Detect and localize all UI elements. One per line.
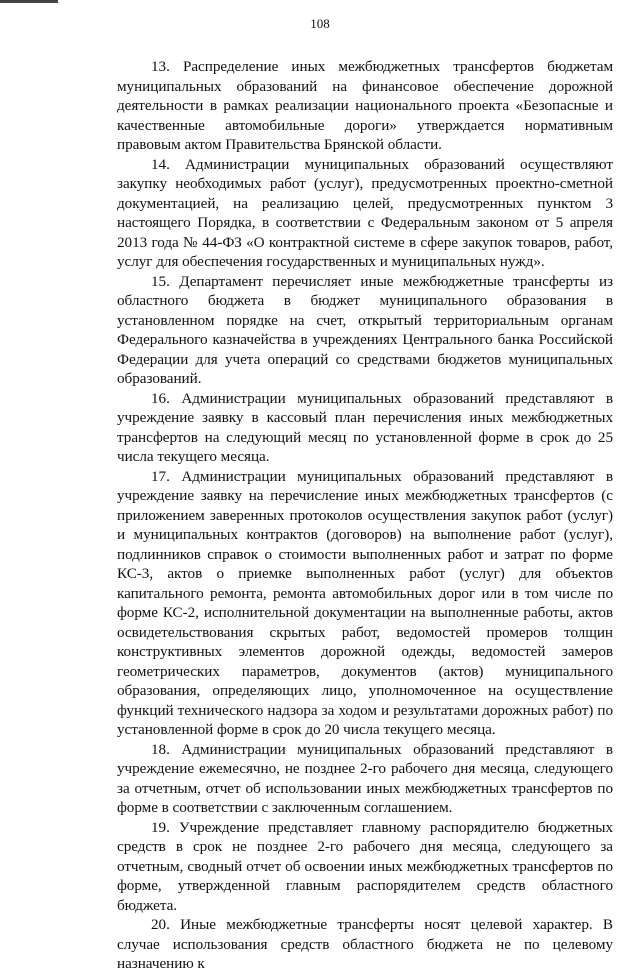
paragraph-19: 19. Учреждение представляет главному распорядителю бюджетных средств в срок не позднее 2-го рабочего дня месяца, следующего за отчетным, сводный отчет об освоении иных межбюджетных трансфертов по форме, утвержденной главным распорядителем средств областного бюджета.	[117, 818, 613, 914]
paragraph-20: 20. Иные межбюджетные трансферты носят целевой характер. В случае использования средств областного бюджета не по целевому назначению к	[117, 916, 613, 972]
paragraph-13: 13. Распределение иных межбюджетных трансфертов бюджетам муниципальных образований на финансовое обеспечение дорожной деятельности в рамках реализации национального проекта «Безопасные и качественные автомобильные дороги» утверждается нормативным правовым актом Правительства Брянской области.	[117, 58, 613, 153]
paragraph-16: 16. Администрации муниципальных образований представляют в учреждение заявку в кассовый план перечисления иных межбюджетных трансфертов на следующий месяц по установленной форме в срок до 25 числа текущего месяца.	[117, 389, 613, 465]
document-body	[117, 57, 613, 974]
paragraph-18: 18. Администрации муниципальных образований представляют в учреждение ежемесячно, не позднее 2-го рабочего дня месяца, следующего за отчетным, отчет об использовании иных межбюджетных трансфертов по форме в соответствии с заключенным соглашением.	[117, 740, 613, 816]
scan-edge-mark	[0, 0, 58, 3]
paragraph-14: 14. Администрации муниципальных образований осуществляют закупку необходимых работ (услуг), предусмотренных проектно-сметной документацией, на реализацию целей, предусмотренных пунктом 3 настоящего Порядка, в соответствии с Федеральным законом от 5 апреля 2013 года № 44-ФЗ «О контрактной системе в сфере закупок товаров, работ, услуг для обеспечения государственных и муниципальных нужд».	[117, 155, 613, 270]
paragraph-17: 17. Администрации муниципальных образований представляют в учреждение заявку на перечисление иных межбюджетных трансфертов (с приложением заверенных протоколов осуществления закупок работ (услуг) и муниципальных контрактов (договоров) на выполнение работ (услуг), подлинников справок о стоимости выполненных работ и затрат по форме КС-3, актов о приемке выполненных работ (услуг) для объектов капитального ремонта, ремонта автомобильных дорог или в том числе по форме КС-2, исполнительной документации на выполненные работы, актов освидетельствования скрытых работ, ведомостей промеров толщин конструктивных элементов дорожной одежды, ведомостей замеров геометрических параметров, документов (актов) муниципального образования, определяющих лицо, уполномоченное на осуществление функций технического надзора за ходом и результатами дорожных работ) по установленной форме в срок до 20 числа текущего месяца.	[117, 467, 613, 738]
paragraph-15: 15. Департамент перечисляет иные межбюджетные трансферты из областного бюджета в бюджет муниципального образования в установленном порядке на счет, открытый территориальным органам Федерального казначейства в учреждениях Центрального банка Российской Федерации для учета операций со средствами бюджетов муниципальных образований.	[117, 272, 613, 387]
page-number: 108	[310, 16, 330, 31]
